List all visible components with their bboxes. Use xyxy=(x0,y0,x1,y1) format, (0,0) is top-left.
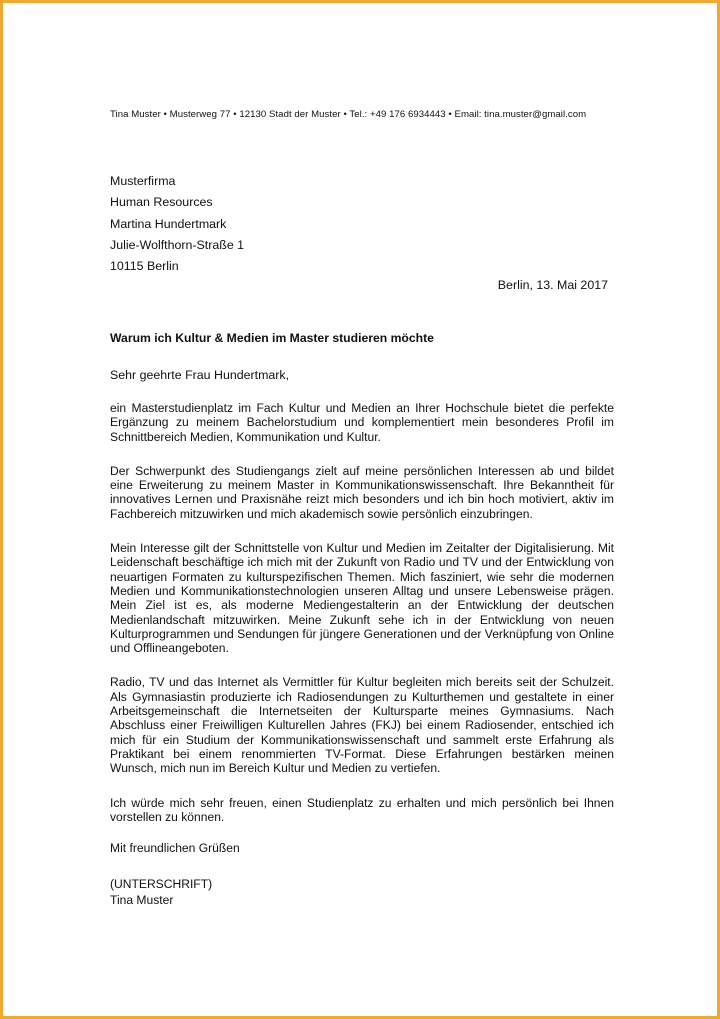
letter-salutation: Sehr geehrte Frau Hundertmark, xyxy=(110,368,290,382)
letter-closing: Mit freundlichen Grüßen xyxy=(110,841,240,855)
letter-body xyxy=(110,401,614,844)
recipient-city: 10115 Berlin xyxy=(110,259,179,274)
recipient-company: Musterfirma xyxy=(110,174,176,188)
body-paragraph-2: Der Schwerpunkt des Studiengangs zielt auf meine persönlichen Interessen ab und bildet eine Erweiterung zu meinem Master in Kommunikationswissenschaft. Ihre Bekanntheit für innovatives Lernen und Praxisnähe reizt mich besonders und ich bin hoch motiviert, aktiv im Fachbereich mitzuwirken und mich akademisch sowie persönlich einzubringen. xyxy=(110,463,614,521)
signature-placeholder: (UNTERSCHRIFT) xyxy=(110,877,213,891)
recipient-department: Human Resources xyxy=(110,195,213,210)
recipient-address-block xyxy=(110,171,244,277)
signature-block xyxy=(110,877,212,908)
signature-name: Tina Muster xyxy=(110,892,174,907)
body-paragraph-4: Radio, TV und das Internet als Vermittler für Kultur begleiten mich bereits seit der Schulzeit. Als Gymnasiastin produzierte ich Radiosendungen zu Kulturthemen und gestaltete in einer Arbeitsgemeinschaft die Internetseiten der Kultursparte meines Gymnasiums. Nach Abschluss einer Freiwilligen Kulturellen Jahres (FKJ) bei einem Radiosender, entschied ich mich für ein Studium der Kommunikationswissenschaft und sammelt erste Erfahrung als Praktikant bei einem renommierten TV-Format. Diese Erfahrungen bestärken meinen Wunsch, mich nun im Bereich Kultur und Medien zu vertiefen. xyxy=(110,675,614,776)
body-paragraph-1: ein Masterstudienplatz im Fach Kultur und Medien an Ihrer Hochschule bietet die perfekte Ergänzung zu meinem Bachelorstudium und komplementiert mein besonderes Profil im Schnittbereich Medien, Kommunikation und Kultur. xyxy=(110,401,614,444)
recipient-street: Julie-Wolfthorn-Straße 1 xyxy=(110,237,245,252)
body-paragraph-3: Mein Interesse gilt der Schnittstelle von Kultur und Medien im Zeitalter der Digitalisierung. Mit Leidenschaft beschäftige ich mich mit der Zukunft von Radio und TV und der Entwicklung von neuartigen Formaten zu kulturspezifischen Themen. Mich fasziniert, wie sehr die modernen Medien und Kommunikationstechnologien unseren Alltag und unsere Lebensweise prägen. Mein Ziel ist es, als moderne Mediengestalterin an der Entwicklung der deutschen Medienlandschaft mitzuwirken. Meine Zukunft sehe ich in der Entwicklung von neuen Kulturprogrammen und Sendungen für jüngere Generationen und der Verknüpfung von Online und Offlineangeboten. xyxy=(110,541,614,656)
body-paragraph-5: Ich würde mich sehr freuen, einen Studienplatz zu erhalten und mich persönlich bei Ihnen vorstellen zu können. xyxy=(110,795,614,824)
letter-date: Berlin, 13. Mai 2017 xyxy=(497,278,608,292)
recipient-name: Martina Hundertmark xyxy=(110,216,227,231)
sender-address-line: Tina Muster • Musterweg 77 • 12130 Stadt der Muster • Tel.: +49 176 6934443 • Email: tina.muster@gmail.com xyxy=(110,109,587,120)
letter-subject: Warum ich Kultur & Medien im Master studieren möchte xyxy=(110,331,434,345)
